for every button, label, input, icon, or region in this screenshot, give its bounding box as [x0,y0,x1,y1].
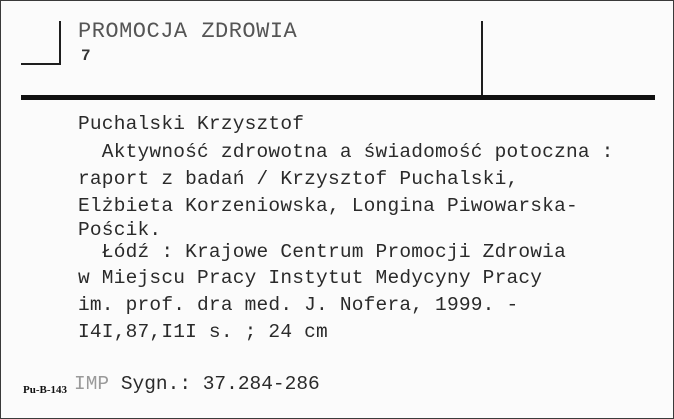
call-number [74,373,320,395]
record-line: w Miejscu Pracy Instytut Medycyny Pracy [78,267,543,289]
subject-subheading: 7 [81,47,91,65]
record-line: Puchalski Krzysztof [78,113,305,135]
corner-mark-vertical [59,21,61,65]
record-line: Elżbieta Korzeniowska, Longina Piwowarska- [78,195,578,217]
record-line: Pościk. [78,219,162,241]
call-number-value: Sygn.: 37.284-286 [120,373,320,395]
shelf-stamp: Pu-B-143 [23,384,67,396]
record-line: Łódź : Krajowe Centrum Promocji Zdrowia [78,241,566,263]
record-line: Aktywność zdrowotna a świadomość potoczna : [78,141,614,163]
record-line: I4I,87,I1I s. ; 24 cm [78,321,328,343]
subject-heading: PROMOCJA ZDROWIA [78,19,298,44]
record-line: im. prof. dra med. J. Nofera, 1999. - [78,294,519,316]
header-rule [21,95,655,100]
record-line: raport z badań / Krzysztof Puchalski, [78,168,519,190]
header-divider [481,21,483,97]
call-number-prefix: IMP [74,373,110,395]
corner-mark-horizontal [21,63,61,65]
